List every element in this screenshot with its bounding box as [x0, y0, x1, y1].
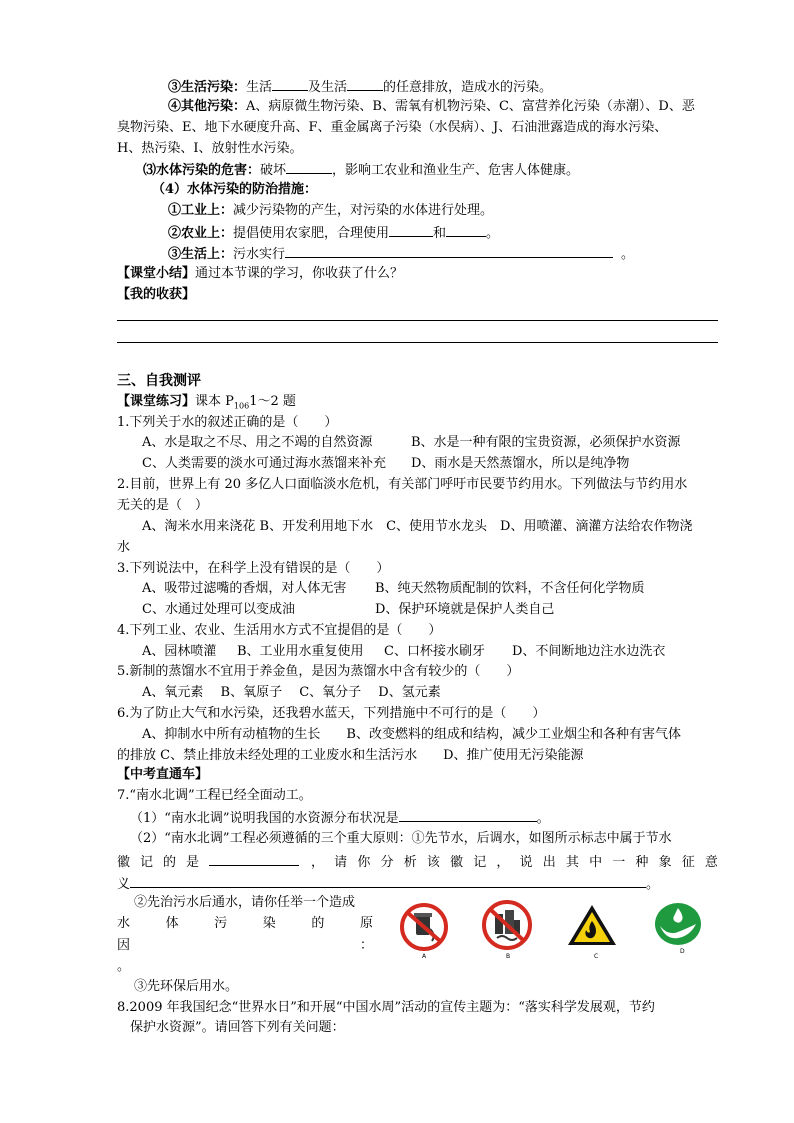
emblem-char: 徽 — [450, 855, 464, 870]
q7-emblem-line — [117, 852, 718, 872]
q7-reason-end: 。 — [117, 959, 131, 974]
life-pollution-label: ③生活污染： — [168, 80, 247, 95]
icon-label-c: C — [594, 953, 599, 960]
summary-line: 【课堂小结】通过本节课的学习，你收获了什么？ — [117, 266, 404, 281]
q6-options-1: A、抑制水中所有动植物的生长 B、改变燃料的组成和结构，减少工业烟尘和各种有害气体 — [142, 727, 681, 742]
emblem-char: ， — [496, 855, 510, 870]
emblem-char: 一 — [612, 855, 626, 870]
q1-option-c: C、人类需要的淡水可通过海水蒸馏来补充 — [142, 456, 386, 471]
q1-option-a: A、水是取之不尽、用之不竭的自然资源 — [142, 435, 373, 450]
q4-option-c: C、口杯接水刷牙 — [384, 644, 485, 659]
answer-line[interactable] — [117, 320, 718, 321]
q7-part-2c: ③先环保后用水。 — [134, 979, 239, 994]
question-8-cont: 保护水资源”。请回答下列有关问题： — [130, 1020, 345, 1035]
emblem-char: 你 — [357, 855, 371, 870]
industry-label: ①工业上： — [168, 203, 234, 218]
emblem-char: 出 — [542, 855, 556, 870]
question-3: 3.下列说法中，在科学上没有错误的是（ ） — [117, 561, 390, 576]
emblem-char: 中 — [589, 855, 603, 870]
prevention-title: （4）水体污染的防治措施： — [152, 182, 318, 197]
other-pollution-line-3: H、热污染、I、放射性水污染。 — [117, 141, 303, 156]
emblem-char: 记 — [139, 855, 153, 870]
blank[interactable] — [286, 160, 332, 174]
no-dumping-icon[interactable] — [397, 903, 451, 951]
water-char: 体 — [165, 916, 179, 931]
practice-label: 【课堂练习】 — [117, 394, 196, 409]
emblem-char: 是 — [185, 855, 199, 870]
emblem-char: 分 — [380, 855, 394, 870]
emblem-char: 请 — [334, 855, 348, 870]
living-label: ③生活上： — [168, 247, 234, 262]
industry-line: ①工业上：减少污染物的产生，对污染的水体进行处理。 — [168, 203, 494, 218]
q1-option-d: D、雨水是天然蒸馏水，所以是纯净物 — [411, 456, 630, 471]
emblem-char: 其 — [565, 855, 579, 870]
emblem-char: 析 — [403, 855, 417, 870]
q4-option-a: A、园林喷灌 — [142, 644, 217, 659]
emblem-char: 征 — [681, 855, 695, 870]
agriculture-label: ②农业上： — [168, 226, 234, 241]
question-8: 8.2009 年我国纪念“世界水日”和开展“中国水周”活动的宣传主题为：“落实科学发展观，节约 — [117, 1000, 655, 1015]
practice-line: 【课堂练习】课本 $P_{106}1\sim 2$ 题 — [117, 394, 296, 411]
q6-options-2: 的排放 C、禁止排放未经处理的工业废水和生活污水 D、推广使用无污染能源 — [117, 748, 584, 763]
gain-label: 【我的收获】 — [117, 287, 196, 302]
exam-label: 【中考直通车】 — [117, 767, 209, 782]
question-4: 4.下列工业、农业、生活用水方式不宜提倡的是（ ） — [117, 623, 442, 638]
water-char: 污 — [214, 916, 228, 931]
emblem-char: 种 — [635, 855, 649, 870]
q7-reason-line: 因 ： — [117, 938, 373, 953]
emblem-char: 该 — [426, 855, 440, 870]
q1-option-b: B、水是一种有限的宝贵资源，必须保护水资源 — [411, 435, 681, 450]
answer-line[interactable] — [117, 342, 718, 343]
water-char: 原 — [359, 916, 373, 931]
q7-part-2: （2）“南水北调”工程必须遵循的三个重大原则：①先节水，后调水，如图所示标志中属于节水 — [130, 831, 672, 846]
q7-meaning-line: 义 。 — [117, 874, 659, 894]
blank[interactable] — [389, 223, 433, 237]
q7-part-1: （1）“南水北调”说明我国的水资源分布状况是 。 — [130, 808, 550, 828]
q2-options-tail: 水 — [117, 540, 131, 555]
water-char: 水 — [117, 916, 131, 931]
q3-option-a: A、吸带过滤嘴的香烟，对人体无害 — [142, 581, 347, 596]
harm-label: ⑶水体污染的危害： — [143, 163, 261, 178]
water-char: 的 — [311, 916, 325, 931]
emblem-char: 记 — [473, 855, 487, 870]
blank[interactable] — [399, 808, 537, 822]
emblem-char: 徽 — [117, 855, 131, 870]
blank[interactable] — [272, 77, 308, 91]
other-pollution-line-2: 臭物污染、E、地下水硬度升高、F、重金属离子污染（水俣病）、J、石油泄露造成的海水污染、 — [117, 120, 668, 135]
emblem-char: ， — [311, 855, 325, 870]
water-char: 染 — [262, 916, 276, 931]
question-2-cont: 无关的是（ ） — [117, 498, 209, 513]
question-7: 7.“南水北调”工程已经全面动工。 — [117, 788, 312, 803]
living-line: ③生活上：污水实行 。 — [168, 244, 634, 264]
agriculture-line: ②农业上：提倡使用农家肥，合理使用 和 。 — [168, 223, 499, 243]
blank[interactable] — [130, 874, 646, 888]
flammable-warning-icon[interactable] — [566, 903, 618, 947]
q3-option-b: B、纯天然物质配制的饮料，不含任何化学物质 — [375, 581, 645, 596]
other-pollution-label: ④其他污染： — [168, 99, 247, 114]
q4-option-b: B、工业用水重复使用 — [237, 644, 364, 659]
q3-option-d: D、保护环境就是保护人类自己 — [375, 602, 555, 617]
summary-label: 【课堂小结】 — [117, 266, 196, 281]
section-title: 三、自我测评 — [117, 373, 201, 389]
emblem-char: 意 — [704, 855, 718, 870]
q7-water-line — [117, 915, 373, 933]
question-1: 1.下列关于水的叙述正确的是（ ） — [117, 415, 338, 430]
other-pollution-line: ④其他污染：A、病原微生物污染、B、需氧有机物污染、C、富营养化污染（赤潮）、D、恶 — [168, 99, 695, 114]
q7-part-2b: ②先治污水后通水，请你任举一个造成 — [134, 895, 356, 910]
q5-options: A、氧元素 B、氧原子 C、氧分子 D、氢元素 — [142, 685, 441, 700]
blank[interactable] — [285, 244, 613, 258]
emblem-char: 象 — [658, 855, 672, 870]
no-factory-discharge-icon[interactable] — [479, 900, 535, 950]
blank[interactable] — [347, 77, 383, 91]
q4-option-d: D、不间断地边注水边洗衣 — [512, 644, 666, 659]
question-6: 6.为了防止大气和水污染，还我碧水蓝天，下列措施中不可行的是（ ） — [117, 706, 546, 721]
blank[interactable] — [446, 223, 486, 237]
emblem-char: 说 — [519, 855, 533, 870]
emblem-char: 的 — [162, 855, 176, 870]
icon-label-a: A — [422, 953, 427, 960]
q3-option-c: C、水通过处理可以变成油 — [142, 602, 295, 617]
blank[interactable] — [209, 852, 299, 866]
icon-label-d: D — [680, 948, 685, 955]
question-5: 5.新制的蒸馏水不宜用于养金鱼，是因为蒸馏水中含有较少的（ ） — [117, 664, 520, 679]
water-saving-emblem-icon[interactable] — [654, 902, 702, 946]
harm-line: ⑶水体污染的危害：破坏 ，影响工农业和渔业生产、危害人体健康。 — [143, 160, 579, 180]
icon-label-b: B — [506, 953, 511, 960]
life-pollution-line: ③生活污染：生活 及生活 的任意排放，造成水的污染。 — [168, 77, 552, 97]
question-2: 2.目前，世界上有 20 多亿人口面临淡水危机，有关部门呼吁市民要节约用水。下列做法与节约用水 — [117, 477, 688, 492]
q2-options: A、淘米水用来浇花 B、开发利用地下水 C、使用节水龙头 D、用喷灌、滴灌方法给农作物浇 — [142, 519, 693, 534]
